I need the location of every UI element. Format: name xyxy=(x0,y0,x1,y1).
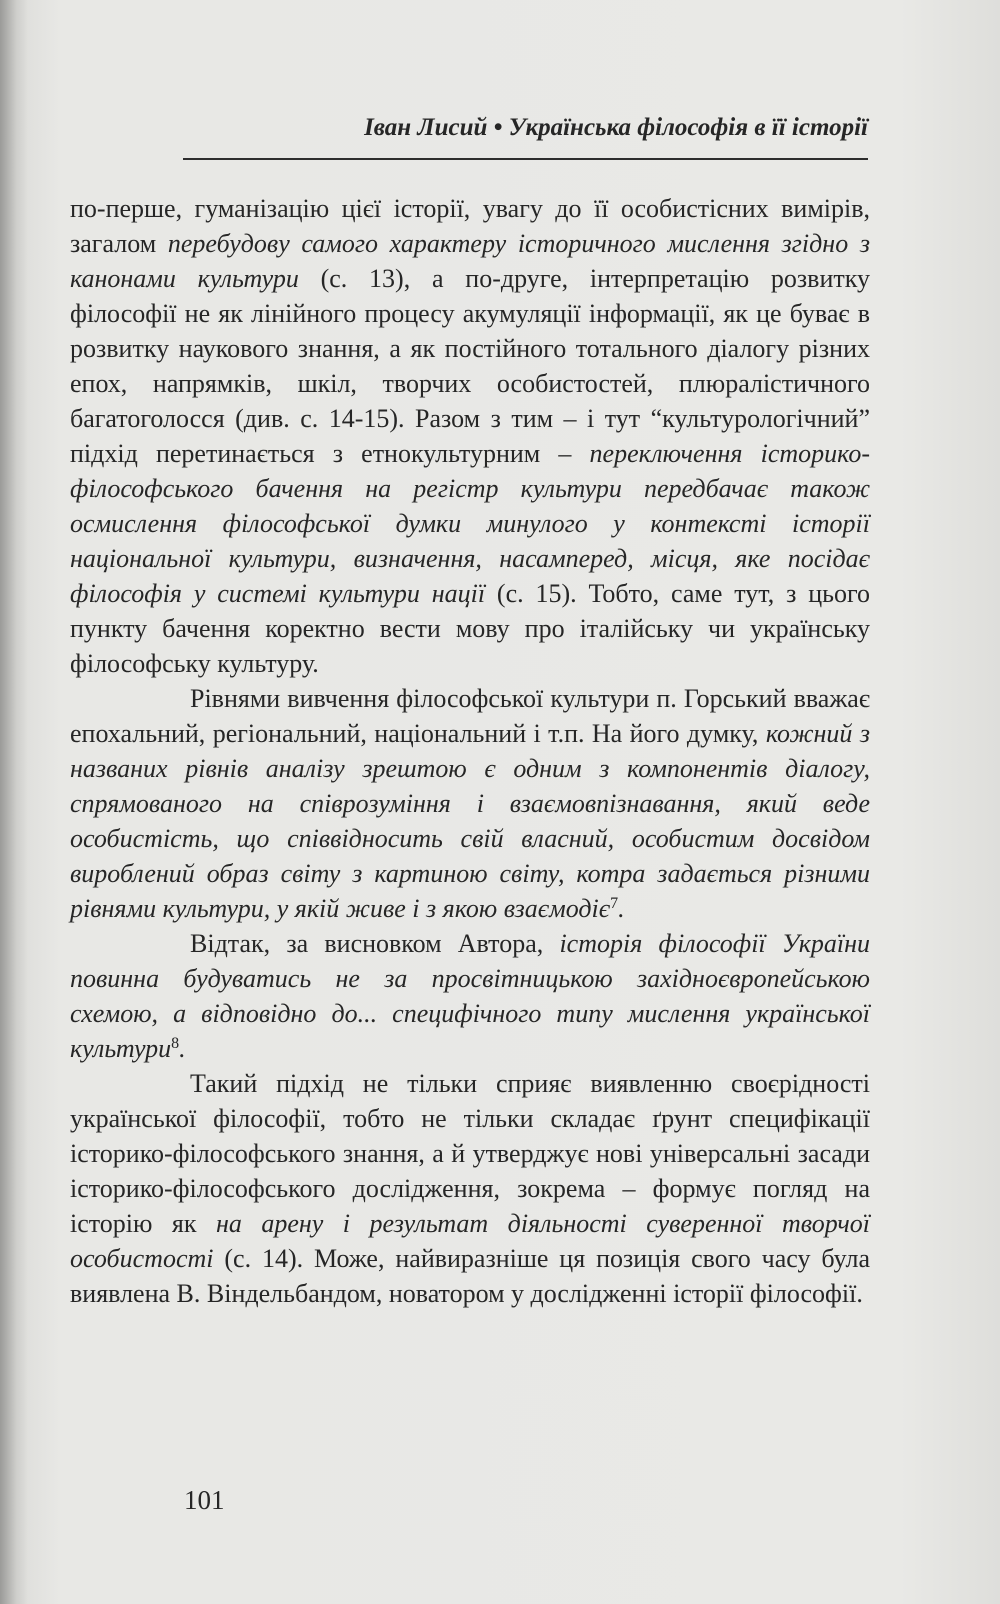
spine-shadow xyxy=(0,0,28,1604)
page-number: 101 xyxy=(184,1485,225,1515)
body-text xyxy=(70,191,870,1311)
paragraph-1 xyxy=(70,191,870,681)
italic-span: переключення історико-філософського бачення на регістр культури передбачає також осмислення філософської думки минулого у контексті історії національної культури, визначення, насамперед, місця, яке посідає філософія у системі культури нації xyxy=(70,439,870,608)
italic-span: історія філософії України повинна будуватись не за просвітницькою західноєвропейською схемою, а відповідно до... специфічного типу мислення української культури xyxy=(70,929,870,1063)
header-separator: • xyxy=(493,114,503,141)
text-span: Відтак, за висновком Автора, xyxy=(190,929,560,958)
text-span: Рівнями вивчення філософської культури п. Горський вважає епохальний, регіональний, національний і т.п. На його думку, xyxy=(70,684,870,748)
paragraph-4 xyxy=(70,1066,870,1311)
header-author: Іван Лисий xyxy=(364,114,488,141)
paragraph-3 xyxy=(70,926,870,1066)
running-header xyxy=(183,110,868,160)
text-span: (с. 14). Може, найвиразніше ця позиція свого часу була виявлена В. Віндельбандом, новатором у дослідженні історії філософії. xyxy=(70,1244,870,1308)
footnote-marker: 7 xyxy=(610,895,619,912)
paragraph-2 xyxy=(70,681,870,926)
italic-span: на арену і результат діяльності суверенної творчої особистості xyxy=(70,1209,870,1273)
text-span: Такий підхід не тільки сприяє виявленню своєрідності української філософії, тобто не тільки складає ґрунт специфікації історико-філософського знання, а й утверджує нові універсальні засади історико-філософського дослідження, зокрема – формує погляд на історію як xyxy=(70,1069,870,1238)
italic-span: . xyxy=(179,1034,186,1063)
italic-span: . xyxy=(618,894,625,923)
text-span: (с. 13), а по-друге, інтерпретацію розвитку філософії не як лінійного процесу акумуляції інформації, як це буває в розвитку наукового знання, а як постійного тотального діалогу різних епох, напрямків, шкіл, творчих особистостей, плюралістичного багатоголосся (див. с. 14-15). Разом з тим – і тут “культурологічний” підхід перетинається з етнокультурним – xyxy=(70,264,870,468)
italic-span: перебудову самого характеру історичного мислення згідно з канонами культури xyxy=(70,229,870,293)
running-header-title xyxy=(364,114,868,142)
footnote-marker: 8 xyxy=(171,1035,180,1052)
italic-span: кожний з названих рівнів аналізу зрештою є одним з компонентів діалогу, спрямованого на співрозуміння і взаємовпізнавання, який веде особистість, що співвідносить свій власний, особистим досвідом вироблений образ світу з картиною світу, котра задається різними рівнями культури, у якій живе і з якою взаємодіє xyxy=(70,719,870,923)
text-span: по-перше, гуманізацію цієї історії, увагу до її особистісних вимірів, загалом xyxy=(70,194,870,258)
text-span: (с. 15). Тобто, саме тут, з цього пункту бачення коректно вести мову про італійську чи українську філософську культуру. xyxy=(70,579,870,678)
header-book-title: Українська філософія в її історії xyxy=(508,114,868,141)
